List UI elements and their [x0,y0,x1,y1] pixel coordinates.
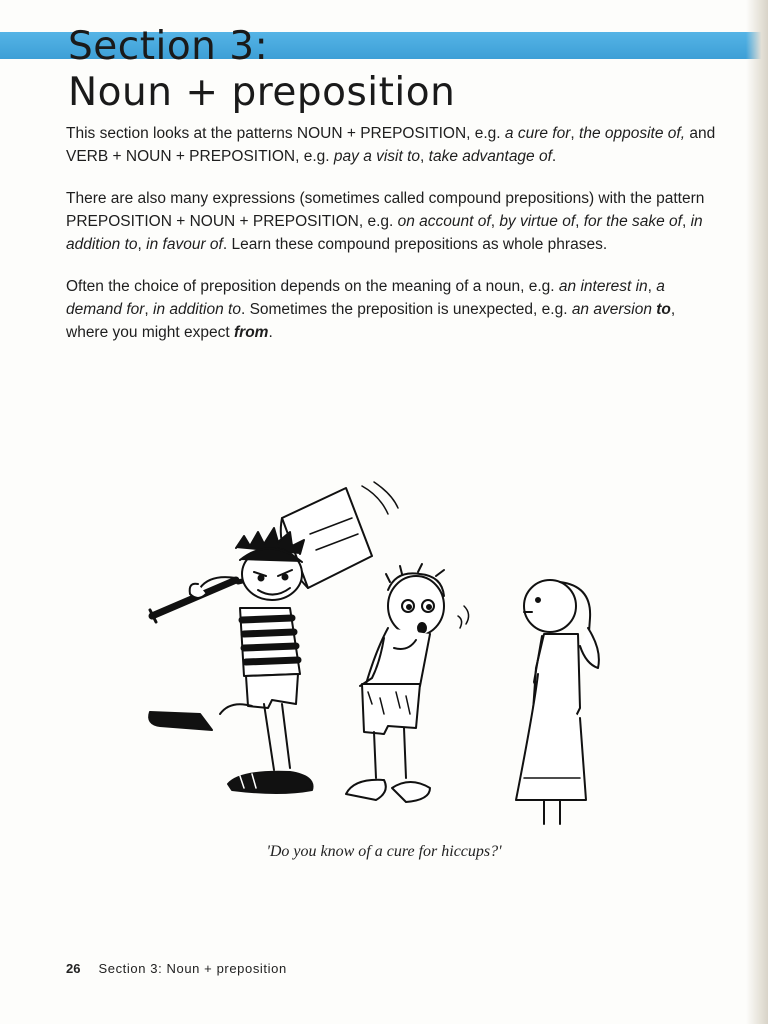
text-run: , [575,213,584,230]
page-spine-shadow [746,0,768,1024]
title-line-2: Noun + preposition [68,70,456,115]
example-phrase: in addition to [153,301,241,318]
title-line-1: Section 3: [68,24,269,69]
example-phrase: an aversion [571,301,657,318]
text-run: , [144,301,154,318]
text-run: . Sometimes the preposition is unexpected, e.g. [240,301,572,318]
page-footer [66,961,287,976]
example-phrase: a cure for [504,125,571,142]
example-phrase: to [656,301,671,318]
text-run: . Learn these compound prepositions as whole phrases. [222,236,608,253]
example-phrase: an interest in [558,278,648,295]
body-paragraph [66,122,716,168]
text-run: . [551,148,557,165]
running-head: Section 3: Noun + preposition [98,961,287,976]
example-phrase: pay a visit to [333,148,421,165]
example-phrase: in addition to [66,213,703,253]
example-phrase: the opposite of, [579,125,686,142]
text-run: This section looks at the patterns NOUN + PREPOSITION, e.g. [66,125,505,142]
text-run: , [681,213,691,230]
boy-with-mallet [149,482,398,793]
text-run: , [420,148,429,165]
text-run: , where you might expect [66,301,676,341]
example-phrase: by virtue of [499,213,576,230]
example-phrase: a demand for [66,278,665,318]
illustration-caption: 'Do you know of a cure for hiccups?' [266,843,502,860]
text-run: , [647,278,657,295]
body-paragraph [66,275,716,344]
text-run: and VERB + NOUN + PREPOSITION, e.g. [66,125,716,165]
text-run: , [570,125,580,142]
boy-with-hiccups [346,564,469,802]
example-phrase: on account of [397,213,491,230]
page-title [68,24,455,116]
example-phrase: in favour of [146,236,223,253]
page-number: 26 [66,961,81,976]
example-phrase: for the sake of [583,213,682,230]
cartoon-illustration [140,478,620,828]
text-run: Often the choice of preposition depends on the meaning of a noun, e.g. [66,278,559,295]
girl-listening [516,580,599,824]
text-run: , [490,213,500,230]
text-run: , [137,236,147,253]
text-run: There are also many expressions (sometimes called compound prepositions) with the pattern PREPOSITION + NOUN + PREPOSITION, e.g. [66,190,705,230]
body-text [66,122,716,363]
text-run: . [268,324,273,341]
example-phrase: from [234,324,269,341]
body-paragraph [66,187,716,256]
example-phrase: take advantage of [428,148,552,165]
